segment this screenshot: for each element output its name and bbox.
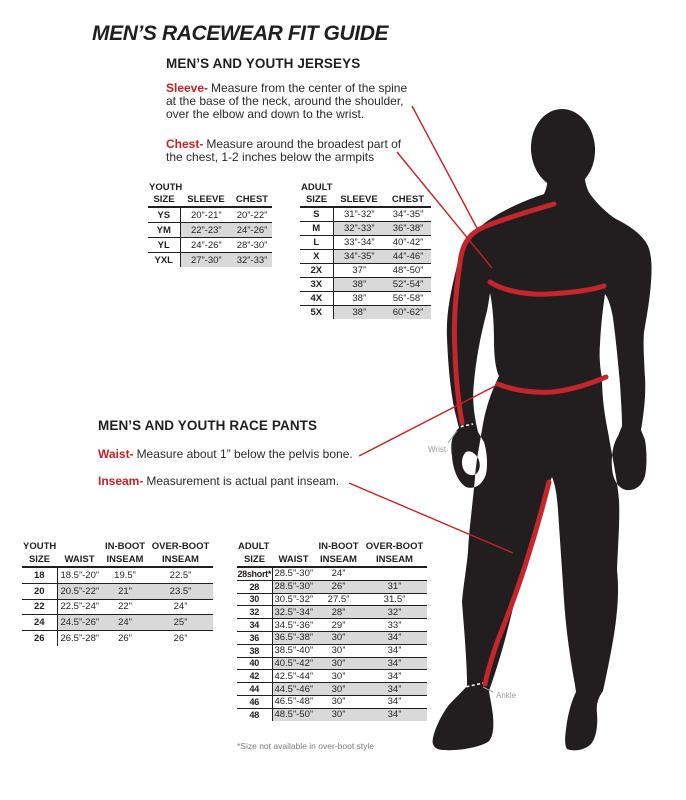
- col-header-size: SIZE: [237, 553, 272, 567]
- table-row: [237, 619, 427, 632]
- col-header-sleeve: SLEEVE: [180, 193, 232, 207]
- value-cell: 27”-30”: [180, 253, 232, 268]
- table-group-label: YOUTH: [23, 541, 57, 552]
- value-cell: 30”: [315, 695, 362, 708]
- value-cell: 26”: [148, 631, 213, 646]
- size-cell: M: [300, 222, 333, 236]
- value-cell: 40”-42”: [385, 236, 431, 250]
- value-cell: 31.5”: [362, 593, 427, 606]
- value-cell: 30”: [315, 644, 362, 657]
- size-cell: YXL: [148, 253, 180, 268]
- size-cell: 28short*: [237, 568, 272, 579]
- value-cell: 22.5”: [148, 567, 213, 583]
- value-cell: 28.5”-30”: [272, 580, 315, 593]
- size-cell: 32: [237, 606, 272, 619]
- value-cell: 48.5”-50”: [272, 708, 315, 720]
- value-cell: 30.5”-32”: [272, 593, 315, 606]
- value-cell: 34”: [362, 695, 427, 708]
- size-footnote: *Size not available in over-boot style: [237, 741, 375, 751]
- table-row: [148, 238, 272, 253]
- table-row: [237, 644, 427, 657]
- table-row: [22, 631, 213, 646]
- value-cell: 40.5”-42”: [272, 657, 315, 670]
- value-cell: 46.5”-48”: [272, 695, 315, 708]
- col-header-inseam: INSEAM: [315, 553, 362, 567]
- col-header-inboot: IN-BOOT: [318, 541, 359, 552]
- table-row: [237, 670, 427, 683]
- table-row: [22, 615, 213, 631]
- value-cell: 26”: [315, 580, 362, 593]
- size-cell: YM: [148, 223, 180, 238]
- size-cell: 26: [22, 631, 57, 646]
- value-cell: 21”: [102, 583, 148, 599]
- col-header-chest: CHEST: [385, 193, 431, 207]
- col-header-waist: WAIST: [57, 553, 102, 567]
- size-cell: 24: [22, 615, 57, 631]
- size-cell: 34: [237, 619, 272, 632]
- value-cell: 26.5”-28”: [57, 631, 102, 646]
- size-cell: 2X: [300, 264, 333, 278]
- size-cell: 44: [237, 683, 272, 696]
- size-cell: YS: [148, 207, 180, 223]
- value-cell: 36.5”-38”: [272, 631, 315, 644]
- value-cell: 32.5”-34”: [272, 606, 315, 619]
- waist-note: [98, 448, 353, 461]
- value-cell: 22.5”-24”: [57, 599, 102, 615]
- value-cell: 26”: [102, 631, 148, 646]
- col-header-inseam: INSEAM: [102, 553, 148, 567]
- body-shape: [433, 168, 652, 750]
- value-cell: 38”: [333, 292, 385, 306]
- value-cell: 32”-33”: [232, 253, 272, 268]
- size-cell: 20: [22, 583, 57, 599]
- value-cell: 36”-38”: [385, 222, 431, 236]
- table-row: [300, 250, 431, 264]
- size-cell: 36: [237, 631, 272, 644]
- size-cell: 4X: [300, 292, 333, 306]
- value-cell: 32”: [362, 606, 427, 619]
- value-cell: 24”: [315, 567, 362, 580]
- table-group-label: ADULT: [238, 541, 270, 552]
- value-cell: 44”-46”: [385, 250, 431, 264]
- table-row: [237, 631, 427, 644]
- value-cell: 24”: [102, 615, 148, 631]
- value-cell: 22”: [102, 599, 148, 615]
- size-cell: 3X: [300, 278, 333, 292]
- size-cell: 48: [237, 708, 272, 720]
- size-cell: YL: [148, 238, 180, 253]
- jerseys-section-heading: MEN’S AND YOUTH JERSEYS: [166, 56, 361, 71]
- col-header-sleeve: SLEEVE: [333, 193, 385, 207]
- size-cell: L: [300, 236, 333, 250]
- page-title: MEN’S RACEWEAR FIT GUIDE: [92, 22, 389, 45]
- col-header-inseam: INSEAM: [148, 553, 213, 567]
- value-cell: 60”-62”: [385, 306, 431, 320]
- chest-note-term: Chest-: [166, 137, 204, 151]
- table-row: [148, 223, 272, 238]
- table-row: [148, 207, 272, 223]
- value-cell: 24.5”-26”: [57, 615, 102, 631]
- value-cell: 20”-22”: [232, 207, 272, 223]
- value-cell: 30”: [315, 683, 362, 696]
- size-cell: S: [300, 207, 333, 222]
- size-cell: 38: [237, 644, 272, 657]
- adult-jersey-table: [300, 181, 431, 319]
- sleeve-note-text: Measure from the center of the spine at the base of the neck, around the shoulder, over the elbow and down to the wrist.: [166, 81, 408, 121]
- col-header-inseam: INSEAM: [362, 553, 427, 567]
- value-cell: 33”-34”: [333, 236, 385, 250]
- table-row: [237, 567, 427, 580]
- value-cell: 30”: [315, 631, 362, 644]
- size-cell: X: [300, 250, 333, 264]
- value-cell: 25”: [148, 615, 213, 631]
- col-header-size: SIZE: [148, 193, 180, 207]
- sleeve-note-term: Sleeve-: [166, 81, 209, 95]
- value-cell: 52”-54”: [385, 278, 431, 292]
- col-header-size: SIZE: [22, 553, 57, 567]
- table-row: [300, 207, 431, 222]
- value-cell: 38.5”-40”: [272, 644, 315, 657]
- value-cell: 34”: [362, 670, 427, 683]
- value-cell: 34”-35”: [385, 207, 431, 222]
- size-cell: 28: [237, 580, 272, 593]
- adult-pants-table: [237, 540, 427, 721]
- value-cell: 33”: [362, 619, 427, 632]
- value-cell: 22”-23”: [180, 223, 232, 238]
- col-header-overboot: OVER-BOOT: [151, 541, 210, 552]
- size-cell: 40: [237, 657, 272, 670]
- inseam-note-term: Inseam-: [98, 474, 144, 488]
- table-row: [237, 695, 427, 708]
- value-cell: 31”-32”: [333, 207, 385, 222]
- size-cell: 22: [22, 599, 57, 615]
- value-cell: 30”: [315, 670, 362, 683]
- value-cell: 38”: [333, 306, 385, 320]
- youth-jersey-table: [148, 181, 272, 267]
- value-cell: 28.5”-30”: [272, 567, 315, 580]
- blank-header: [57, 540, 102, 553]
- table-row: [22, 567, 213, 583]
- table-row: [237, 657, 427, 670]
- value-cell: [362, 567, 427, 580]
- table-row: [300, 264, 431, 278]
- value-cell: 34”-35”: [333, 250, 385, 264]
- col-header-overboot: OVER-BOOT: [365, 541, 424, 552]
- table-row: [300, 278, 431, 292]
- value-cell: 24”: [148, 599, 213, 615]
- table-row: [237, 708, 427, 720]
- table-row: [300, 292, 431, 306]
- value-cell: 31”: [362, 580, 427, 593]
- table-row: [237, 593, 427, 606]
- value-cell: 24”-26”: [232, 223, 272, 238]
- table-group-label: YOUTH: [149, 181, 183, 193]
- chest-note: [166, 138, 418, 164]
- youth-pants-table: [22, 540, 213, 646]
- value-cell: 37”: [333, 264, 385, 278]
- value-cell: 56”-58”: [385, 292, 431, 306]
- size-cell: 5X: [300, 306, 333, 320]
- size-cell: 18: [22, 567, 57, 583]
- value-cell: 34”: [362, 644, 427, 657]
- ankle-label: Ankle: [496, 691, 517, 700]
- value-cell: 24”-26”: [180, 238, 232, 253]
- size-cell: 46: [237, 695, 272, 708]
- col-header-chest: CHEST: [232, 193, 272, 207]
- value-cell: 27.5”: [315, 593, 362, 606]
- value-cell: 19.5”: [102, 567, 148, 583]
- inseam-note-text: Measurement is actual pant inseam.: [146, 474, 340, 488]
- chest-note-text: Measure around the broadest part of the chest, 1-2 inches below the armpits: [166, 137, 402, 164]
- value-cell: 38”: [333, 278, 385, 292]
- male-silhouette: [433, 107, 652, 751]
- value-cell: 20”-21”: [180, 207, 232, 223]
- pants-section-heading: MEN’S AND YOUTH RACE PANTS: [98, 418, 318, 433]
- value-cell: 34”: [362, 657, 427, 670]
- value-cell: 42.5”-44”: [272, 670, 315, 683]
- value-cell: 44.5”-46”: [272, 683, 315, 696]
- col-header-size: SIZE: [300, 193, 333, 207]
- wrist-label: Wrist: [428, 445, 447, 454]
- col-header-waist: WAIST: [272, 553, 315, 567]
- table-row: [148, 253, 272, 268]
- value-cell: 28”: [315, 606, 362, 619]
- table-row: [237, 580, 427, 593]
- value-cell: 28”-30”: [232, 238, 272, 253]
- table-row: [300, 306, 431, 320]
- sleeve-note: [166, 82, 418, 121]
- value-cell: 18.5”-20”: [57, 567, 102, 583]
- table-row: [300, 222, 431, 236]
- table-group-label: ADULT: [301, 181, 333, 193]
- value-cell: 34”: [362, 683, 427, 696]
- table-row: [237, 606, 427, 619]
- blank-header: [272, 540, 315, 553]
- value-cell: 23.5”: [148, 583, 213, 599]
- size-cell: 30: [237, 593, 272, 606]
- value-cell: 32”-33”: [333, 222, 385, 236]
- value-cell: 34.5”-36”: [272, 619, 315, 632]
- value-cell: 48”-50”: [385, 264, 431, 278]
- value-cell: 30”: [315, 708, 362, 720]
- col-header-inboot: IN-BOOT: [104, 541, 146, 552]
- table-row: [22, 599, 213, 615]
- table-row: [22, 583, 213, 599]
- value-cell: 30”: [315, 657, 362, 670]
- inseam-note: [98, 475, 339, 488]
- table-row: [237, 683, 427, 696]
- value-cell: 20.5”-22”: [57, 583, 102, 599]
- table-row: [300, 236, 431, 250]
- size-cell: 42: [237, 670, 272, 683]
- waist-note-term: Waist-: [98, 447, 134, 461]
- waist-note-text: Measure about 1” below the pelvis bone.: [136, 447, 353, 461]
- value-cell: 29”: [315, 619, 362, 632]
- value-cell: 34”: [362, 631, 427, 644]
- value-cell: 34”: [362, 708, 427, 720]
